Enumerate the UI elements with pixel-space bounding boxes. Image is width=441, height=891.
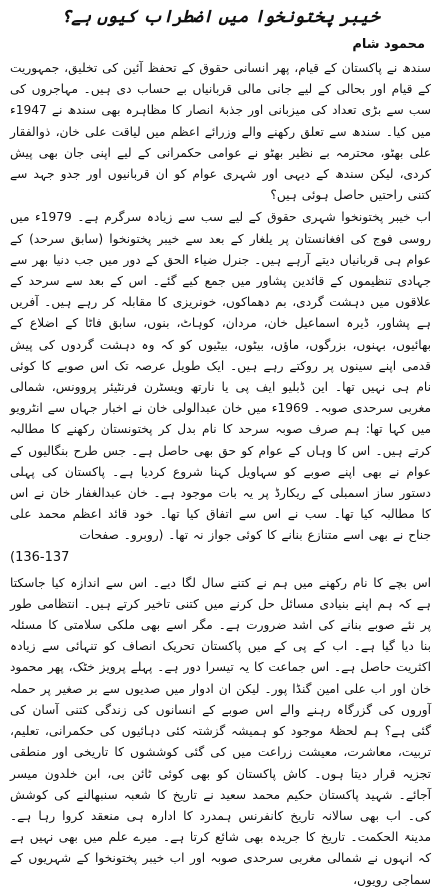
article-paragraph-2: اب خیبر پختونخوا شہری حقوق کے لیے سب سے زیادہ سرگرم ہے۔ 1979ء میں روسی فوج کی افغانستان پر یلغار کے بعد سے خیبر پختونخوا (سابق سرحد) کے عوام ہی قربانیاں دیتے آرہے ہیں۔ جنرل ضیاء الحق کے دور میں جب دنیا بھر سے جہادی تنظیموں کے قائدین پشاور میں جمع کیے گئے۔ اس کے بعد سے سرحد کے علاقوں میں دہشت گردی، بم دھماکوں، خونریزی کا مقابلہ کر رہے ہیں۔ آفریں ہے پشاور، ڈیرہ اسماعیل خان، مردان، کوہاٹ، بنوں، سابق فاٹا کے اضلاع کے بھائیوں، بہنوں، بزرگوں، ماؤں، بیٹوں، بیٹیوں کو کہ وہ دہشت گردوں کی پیش قدمی اپنے سینوں پر روکتے رہے ہیں۔ ایک طویل عرصہ تک اس صوبے کا کوئی نام ہی نہیں تھا۔ این ڈبلیو ایف پی یا نارتھ ویسٹرن فرنٹیئر پروونس، شمالی مغربی سرحدی صوبہ۔ 1969ء میں خان عبدالولی خان نے اخبار جہاں سے انٹرویو میں کہا تھا: ہم صرف صوبہ سرحد کا نام بدل کر پختونستان رکھنے کا مطالبہ کرتے ہیں۔ اس کا وہاں کے عوام کو حق بھی حاصل ہے۔ جس طرح بنگالیوں کے عوام نے بھی اپنے صوبے کو سہاویل کہنا شروع کردیا ہے۔ پاکستان کی پہلی دستور ساز اسمبلی کے ریکارڈ پر یہ بات موجود ہے۔ خان عبدالغفار خان نے اس کا مطالبہ کیا تھا۔ سب نے اس سے اتفاق کیا تھا۔ خود قائد اعظم محمد علی جناح نے بھی اسے متنازع بنانے کا کوئی جواز نہ تھا۔ (روبرو۔ صفحات (10, 210, 432, 543)
article-author: محمود شام (352, 37, 425, 52)
article-title: خیبر پختونخوا میں اضطراب کیوں ہے؟ (61, 7, 380, 27)
page-reference: (136-137 (10, 549, 70, 565)
article-paragraph-3: اس بچے کا نام رکھنے میں ہم نے کتنے سال لگا دیے۔ اس سے اندازہ کیا جاسکتا ہے کہ ہم اپنے بنیادی مسائل حل کرنے میں کتنی تاخیر کرتے ہیں۔ انتظامی طور پر نئے صوبے بنانے کی اشد ضرورت ہے۔ مگر اسے بھی ملکی سلامتی کا مسئلہ بنا دیا گیا ہے۔ اب کے پی کے میں پاکستان تحریک انصاف کو تنہائی سے زیادہ اکثریت حاصل ہے۔ اس جماعت کا یہ تیسرا دور ہے۔ پہلے پرویز خٹک، پھر محمود خان اور اب علی امین گنڈا پور۔ لیکن ان ادوار میں صدیوں سے بر صغیر پر حملہ آوروں کی گزرگاہ رہنے والے اس صوبے کے انسانوں کی زندگی کتنی آسان کی گئی ہے؟ ہم لحظۂ موجود کو ہمیشہ گزشتہ کئی دہائیوں کی حکمرانی، تعلیم، تربیت، معاشرت، معیشت زراعت میں کی گئی کوششوں کا تاریخی اور منطقی تجزیہ قرار دیتا ہوں۔ کاش پاکستان کو بھی کوئی ٹائن بی، ابن خلدون میسر آجائے۔ شہید پاکستان حکیم محمد سعید نے تاریخ کا شعبہ سنبھالنے کی کوشش کی۔ اب بھی سالانہ تاریخ کانفرنس ہمدرد کا ادارہ ہی منعقد کروا رہا ہے۔ مدینۃ الحکمت۔ تاریخ کا جریدہ بھی شائع کرتا ہے۔ میرے علم میں بھی نہیں ہے کہ انہوں نے شمالی مغربی سرحدی صوبہ اور اب خیبر پختونخوا کے شہریوں کے سماجی رویوں، (10, 575, 431, 887)
article-paragraph-1: سندھ نے پاکستان کے قیام، پھر انسانی حقوق کے تحفظ آئین کی تخلیق، جمہوریت کے قیام اور بحالی کے لیے جانی مالی قربانیاں بے حساب دی ہیں۔ مہاجروں کی سب سے بڑی تعداد کی میزبانی اور جذبۂ انصار کا مظاہرہ بھی سندھ نے 1947ء میں کیا۔ سندھ سے تعلق رکھنے والے وزرائے اعظم میں لیاقت علی خان، ذوالفقار علی بھٹو، محترمہ بے نظیر بھٹو نے عوامی حکمرانی کے لیے اپنی جان بھی پیش کردی، لیکن سندھ کے دیہی اور شہری عوام کو ان قربانیوں اور جدو جہد سے کتنی راحتیں حاصل ہوئی ہیں؟ (10, 61, 431, 203)
